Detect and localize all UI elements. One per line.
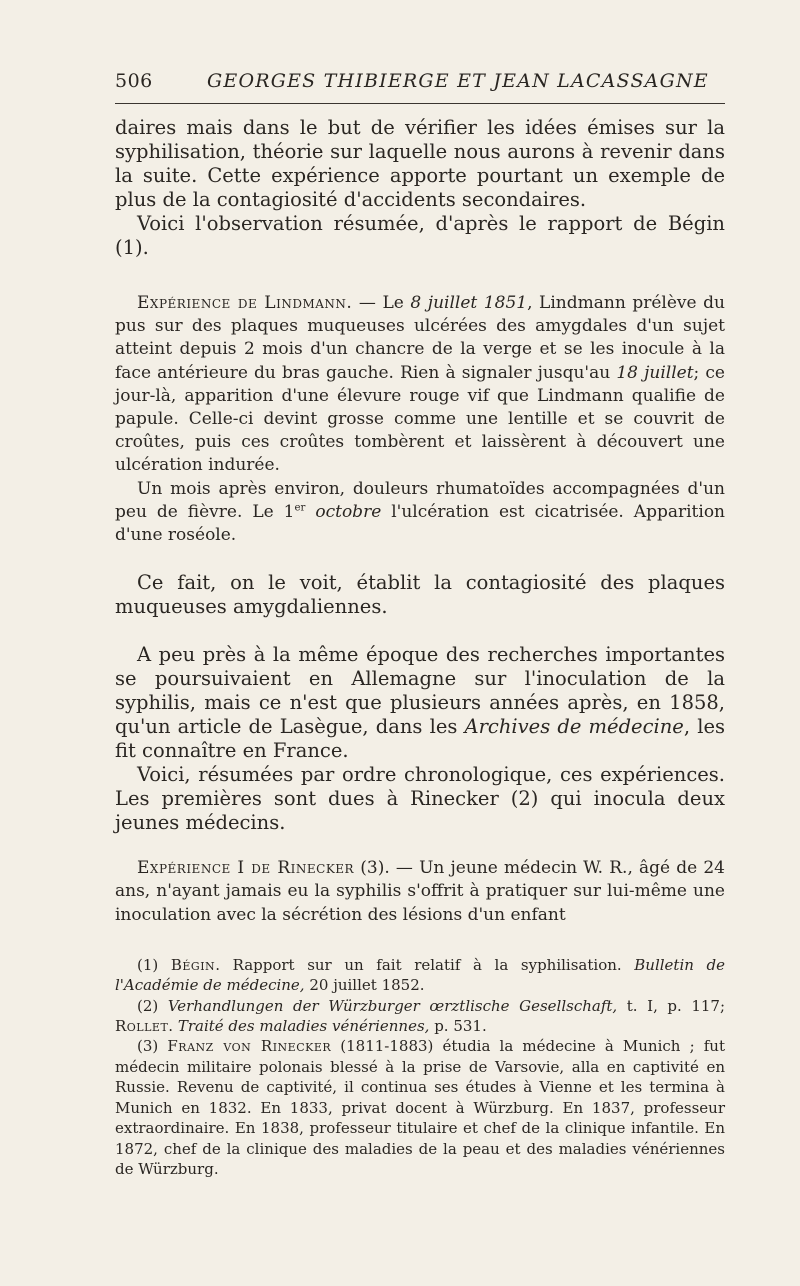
footnote-3: (3) Franz von Rinecker (1811-1883) étudia la médecine à Munich ; fut médecin militaire polonais blessé à la prise de Varsovie, alla en captivité en Russie. Revenu de captivité, il continua ses études à Vienne et les termina à Munich en 1832. En 1833, privat docent à Würzburg. En 1837, professeur extraordinaire. En 1838, professeur titulaire et chef de la clinique infantile. En 1872, chef de la clinique des maladies de la peau et des maladies vénériennes de Würzburg. [115, 1037, 725, 1178]
paragraph-rinecker-experiment: Expérience I de Rinecker (3). — Un jeune médecin W. R., âgé de 24 ans, n'ayant jamais eu la syphilis s'offrit à pratiquer sur lui-même une inoculation avec la sécrétion des lésions d'un enfant [115, 858, 726, 925]
page-body [115, 116, 725, 1179]
paragraph-lindmann-experiment: Expérience de Lindmann. — Le 8 juillet 1851, Lindmann prélève du pus sur des plaques muqueuses ulcérées des amygdales d'un sujet atteint depuis 2 mois d'un chancre de la verge et se les inocule à la face antérieure du bras gauche. Rien à signaler jusqu'au 18 juillet; ce jour-là, apparition d'une élevure rouge vif que Lindmann qualifie de papule. Celle-ci devint grosse comme une lentille et se couvrit de croûtes, puis ces croûtes tombèrent et laissèrent à découvert une ulcération indurée. [115, 293, 725, 476]
date: 8 juillet 1851 [410, 293, 528, 313]
footnote-2: (2) Verhandlungen der Würzburger œrztlische Gesellschaft, t. I, p. 117; Rollet. Traité des maladies vénériennes, p. 531. [115, 996, 726, 1036]
date: octobre [305, 501, 382, 522]
date: 18 juillet [616, 362, 694, 383]
running-title: GEORGES THIBIERGE ET JEAN LACASSAGNE [207, 70, 709, 92]
experiment-heading: Expérience de Lindmann. [137, 293, 353, 313]
footnote-1: (1) Bégin. Rapport sur un fait relatif à la syphilisation. Bulletin de l'Académie de médecine, 20 juillet 1852. [115, 955, 726, 995]
paragraph-continued: daires mais dans le but de vérifier les idées émises sur la syphilisation, théorie sur laquelle nous aurons à revenir dans la suite. Cette expérience apporte pourtant un exemple de plus de la contagiosité d'accidents secondaires. [115, 116, 725, 211]
page-number: 506 [115, 70, 153, 92]
paragraph-lindmann-followup: Un mois après environ, douleurs rhumatoïdes accompagnées d'un peu de fièvre. Le 1er octobre l'ulcération est cicatrisée. Apparition d'une roséole. [115, 478, 726, 546]
footnotes [115, 955, 725, 1179]
journal-title: Archives de médecine [464, 715, 684, 739]
paragraph-observation-intro: Voici l'observation résumée, d'après le rapport de Bégin (1). [115, 212, 725, 259]
paragraph-conclusion: Ce fait, on le voit, établit la contagiosité des plaques muqueuses amygdaliennes. [115, 571, 725, 619]
header-rule [115, 103, 725, 104]
paragraph-germany: A peu près à la même époque des recherches importantes se poursuivaient en Allemagne sur l'inoculation de la syphilis, mais ce n'est que plusieurs années après, en 1858, qu'un article de Lasègue, dans les Archives de médecine, les fit connaître en France. [115, 643, 725, 763]
paragraph-chronological: Voici, résumées par ordre chronologique, ces expériences. Les premières sont dues à Rinecker (2) qui inocula deux jeunes médecins. [115, 763, 725, 835]
experiment-heading: Expérience I de Rinecker [137, 858, 355, 879]
